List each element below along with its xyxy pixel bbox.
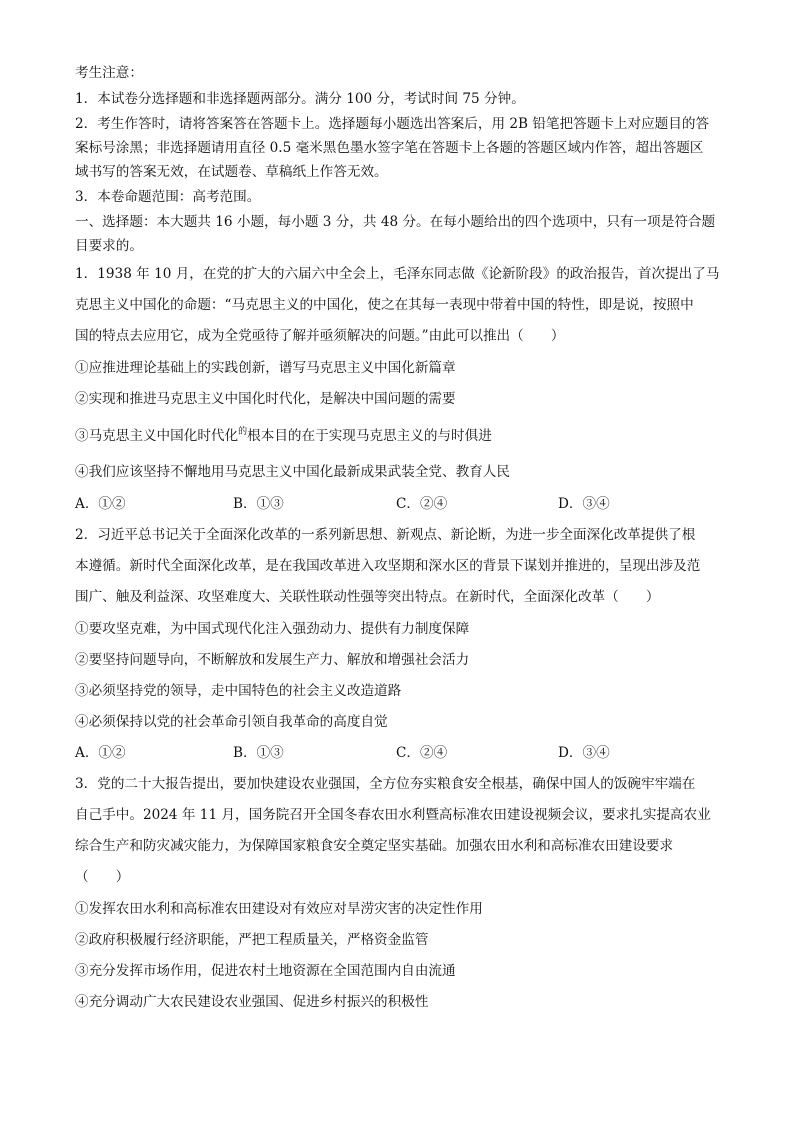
- section-heading-cont: 目要求的。: [75, 238, 143, 254]
- q1-statement: ①应推进理论基础上的实践创新，谱写马克思主义中国化新篇章: [75, 360, 456, 376]
- notice-item: 3．本卷命题范围：高考范围。: [75, 189, 261, 205]
- q1-statement: ④我们应该坚持不懈地用马克思主义中国化最新成果武装全党、教育人民: [75, 464, 510, 480]
- q1-stem: 国的特点去应用它，成为全党亟待了解并亟须解决的问题。”由此可以推出（ ）: [75, 328, 565, 344]
- q2-statement: ①要攻坚克难，为中国式现代化注入强劲动力、提供有力制度保障: [75, 621, 470, 637]
- q2-statement: ②要坚持问题导向，不断解放和发展生产力、解放和增强社会活力: [75, 652, 470, 668]
- q2-statement: ③必须坚持党的领导，走中国特色的社会主义改造道路: [75, 683, 402, 699]
- q1-option-d: D．③④: [558, 496, 610, 512]
- section-heading: 一、选择题：本大题共 16 小题，每小题 3 分，共 48 分。在每小题给出的四个选项中，只有一项是符合题: [75, 214, 716, 230]
- q1-stray-mark: 的: [238, 427, 248, 437]
- q2-option-a: A．①②: [75, 745, 126, 761]
- q2-stem: 2．习近平总书记关于全面深化改革的一系列新思想、新观点、新论断，为进一步全面深化改革提供了根: [75, 527, 696, 543]
- notice-title: 考生注意：: [75, 65, 143, 81]
- q3-stem: 综合生产和防灾减灾能力，为保障国家粮食安全奠定坚实基础。加强农田水利和高标准农田建设要求: [75, 838, 674, 854]
- notice-item: 1．本试卷分选择题和非选择题两部分。满分 100 分，考试时间 75 分钟。: [75, 91, 525, 107]
- q2-option-b: B．①③: [233, 745, 284, 761]
- q3-statement: ③充分发挥市场作用，促进农村土地资源在全国范围内自由流通: [75, 963, 456, 979]
- q1-option-c: C．②④: [396, 496, 448, 512]
- q2-stem: 围广、触及利益深、攻坚难度大、关联性联动性强等突出特点。在新时代，全面深化改革（ ）: [75, 589, 660, 605]
- notice-item: 案标号涂黑；非选择题请用直径 0.5 毫米黑色墨水签字笔在答题卡上各题的答题区域内作答，超出答题区: [75, 140, 704, 156]
- q2-option-d: D．③④: [558, 745, 610, 761]
- q3-statement: ①发挥农田水利和高标准农田建设对有效应对旱涝灾害的决定性作用: [75, 901, 483, 917]
- q1-stem: 克思主义中国化的命题：“马克思主义的中国化，使之在其每一表现中带着中国的特性，即是说，按照中: [75, 297, 694, 313]
- notice-item: 域书写的答案无效，在试题卷、草稿纸上作答无效。: [75, 164, 388, 180]
- q3-statement: ②政府积极履行经济职能，严把工程质量关，严格资金监管: [75, 932, 429, 948]
- notice-item: 2．考生作答时，请将答案答在答题卡上。选择题每小题选出答案后，用 2B 铅笔把答题卡上对应题目的答: [75, 116, 710, 132]
- q1-statement: ③马克思主义中国化时代化$^的$根本目的在于实现马克思主义的与时俱进: [75, 427, 492, 444]
- q3-stem: 自己手中。2024 年 11 月，国务院召开全国冬春农田水利暨高标准农田建设视频会议，要求扎实提高农业: [75, 807, 711, 823]
- q2-stem: 本遵循。新时代全面深化改革，是在我国改革进入攻坚期和深水区的背景下谋划并推进的，呈现出涉及范: [75, 558, 701, 574]
- q1-stem: 1．1938 年 10 月，在党的扩大的六届六中全会上，毛泽东同志做《论新阶段》的政治报告，首次提出了马: [75, 266, 720, 282]
- q3-stem: （ ）: [75, 869, 130, 885]
- q3-stem: 3．党的二十大报告提出，要加快建设农业强国，全方位夯实粮食安全根基，确保中国人的饭碗牢牢端在: [75, 776, 696, 792]
- q1-option-a: A．①②: [75, 496, 126, 512]
- q1-statement: ②实现和推进马克思主义中国化时代化，是解决中国问题的需要: [75, 391, 456, 407]
- q1-option-b: B．①③: [233, 496, 284, 512]
- q2-option-c: C．②④: [396, 745, 448, 761]
- q2-statement: ④必须保持以党的社会革命引领自我革命的高度自觉: [75, 714, 388, 730]
- q3-statement: ④充分调动广大农民建设农业强国、促进乡村振兴的积极性: [75, 994, 429, 1010]
